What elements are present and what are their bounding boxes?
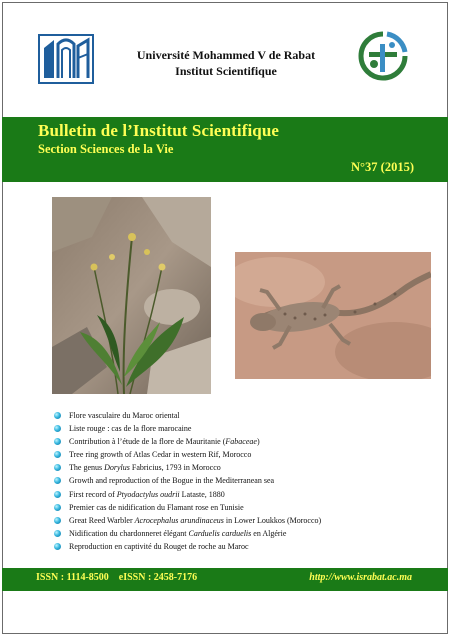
institute-logo [357, 30, 409, 84]
university-name: Université Mohammed V de Rabat [136, 48, 316, 62]
list-item: Contribution à l’étude de la flore de Mauritanie (Fabaceae) [52, 435, 321, 448]
list-item: Nidification du chardonneret élégant Carduelis carduelis en Algérie [52, 527, 321, 540]
bullet-icon [54, 543, 61, 550]
bullet-icon [54, 530, 61, 537]
issn-text: ISSN : 1114-8500 eISSN : 2458-7176 [36, 572, 198, 583]
list-item: The genus Dorylus Fabricius, 1793 in Morocco [52, 461, 321, 474]
list-item: First record of Ptyodactylus oudrii Lataste, 1880 [52, 488, 321, 501]
bullet-icon [54, 412, 61, 419]
section-subtitle: Section Sciences de la Vie [38, 142, 174, 156]
gecko-photo [235, 252, 431, 379]
list-item: Reproduction en captivité du Rouget de roche au Maroc [52, 540, 321, 553]
bullet-icon [54, 504, 61, 511]
bullet-icon [54, 477, 61, 484]
plant-photo [52, 197, 211, 394]
list-item: Tree ring growth of Atlas Cedar in western Rif, Morocco [52, 448, 321, 461]
list-item: Great Reed Warbler Acrocephalus arundinaceus in Lower Loukkos (Morocco) [52, 514, 321, 527]
bulletin-title: Bulletin de l’Institut Scientifique [38, 121, 280, 140]
bullet-icon [54, 517, 61, 524]
website-link[interactable]: http://www.israbat.ac.ma [309, 572, 412, 583]
list-item: Flore vasculaire du Maroc oriental [52, 409, 321, 422]
bullet-icon [54, 464, 61, 471]
bullet-icon [54, 425, 61, 432]
article-list [52, 409, 321, 553]
bullet-icon [54, 451, 61, 458]
institute-name: Institut Scientifique [175, 64, 277, 78]
list-item: Liste rouge : cas de la flore marocaine [52, 422, 321, 435]
bullet-icon [54, 491, 61, 498]
list-item: Premier cas de nidification du Flamant rose en Tunisie [52, 501, 321, 514]
list-item: Growth and reproduction of the Bogue in the Mediterranean sea [52, 474, 321, 487]
bullet-icon [54, 438, 61, 445]
issue-number: N°37 (2015) [351, 160, 414, 174]
